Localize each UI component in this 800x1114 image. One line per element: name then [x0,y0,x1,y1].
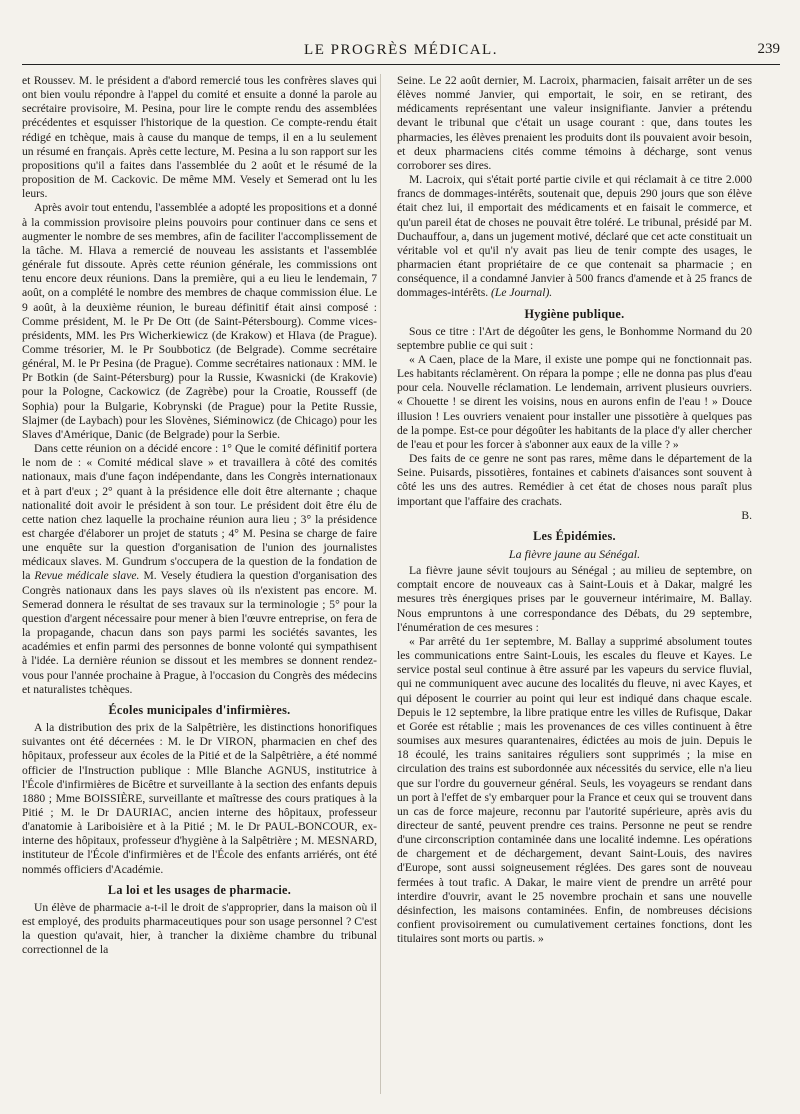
paragraph: Seine. Le 22 août dernier, M. Lacroix, pharmacien, faisait arrêter un de ses élèves nommé Janvier, qui emportait, le soir, en se retirant, des médicaments représentant une valeur insignifiante. Janvier a prétendu devant le tribunal que c'était un usage courant : que, dans toutes les pharmacies, les élèves prenaient les produits dont ils pouvaient avoir besoin, et deux pharmaciens cités comme témoins à décharge, sont venus corroborer ses dires. [397,74,752,172]
paragraph: Après avoir tout entendu, l'assemblée a adopté les propositions et a donné à la commission provisoire pleins pouvoirs pour continuer dans ce sens et augmenter le nombre de ses membres, afin de faciliter l'accomplissement de la tâche. M. Hlava a remercié de nouveau les assistants et l'assemblée générale fut dissoute. Après cette réunion générale, les commissions ont tenu encore deux réunions. Dans la première, qui a eu lieu le lendemain, 7 août, on a complété le nombre des membres de chaque commission élue. Le 9 août, à la deuxième réunion, le bureau définitif était ainsi composé : Comme président, M. le Pr De Ott (de Saint-Pétersbourg). Comme vices-présidents, MM. les Prs Wicherkiewicz (de Krakow) et Hlava (de Prague). Comme trésorier, M. le Pr Soubboticz (de Belgrade). Comme secrétaire général, M. le Pr Pesina (de Prague). Comme secrétaires nationaux : MM. le Pr Botkin (de Saint-Pétersburg) pour la Russie, Kwasnicki (de Krakovie) pour la Pologne, Cackowicz (de Zagrèbe) pour la Croatie, Rousseff (de Sophia) pour la Bulgarie, Kobrynski (de Prague) pour la Petite Russie, Slajmer (de Laybach) pour les Slovènes, Siéminowicz (de Chicago) pour les Slaves d'Amérique, Danic (de Belgrade) pour la Serbie. [22,201,377,441]
subheading-fievre: La fièvre jaune au Sénégal. [508,547,641,561]
paragraph-text: M. Vesely étudiera la question d'organisation des Congrès nationaux dans les pays slaves où ils n'existent pas encore. M. Semerad donnera le résultat de ses travaux sur la terminologie ; 5° pour la question d'argent nécessaire pour mener à bien l'œuvre entreprise, on fera de la propagande, chacun dans son pays parmi les sociétés savantes, les académies et enfin parmi des personnes de bonne volonté qui sympathisent à l'idée. La dernière réunion se dissout et les membres se donnent rendez-vous pour l'année prochaine à Prague, à l'occasion du Congrès des médecins et naturalistes tchèques. [22,569,378,696]
signature: B. [741,508,752,522]
section-heading-loi: La loi et les usages de pharmacie. [107,882,292,897]
paragraph [22,442,377,697]
paragraph [397,173,752,300]
right-column [397,74,752,946]
paragraph: et Roussev. M. le président a d'abord remercié tous les confrères slaves qui ont bien voulu répondre à l'appel du comité et ensuite a donné la parole au secrétaire provisoire, M. Pesina, pour lire le compte rendu des assemblées précédentes et esquisser l'historique de la question. Ce compte-rendu était rédigé en tchèque, mais à cause du manque de temps, il en a lu seulement un résumé en français. Après cette lecture, M. Pesina a lu son rapport sur les propositions qu'il a faites dans l'assemblée du 2 août et le résumé de la proposition de M. Cackovic. De même MM. Vesely et Semerad ont lu les leurs. [22,74,377,201]
running-title: LE PROGRÈS MÉDICAL. [304,42,498,58]
section-heading-ecoles: Écoles municipales d'infirmières. [108,702,291,717]
paragraph: La fièvre jaune sévit toujours au Sénégal ; au milieu de septembre, on comptait encore de nouveaux cas à Saint-Louis et à Dakar, malgré les mesures très énergiques prises par le gouverneur intérimaire, M. Ballay. Nous empruntons à une correspondance des Débats, du 29 septembre, l'énumération de ces mesures : [397,564,752,634]
section-heading-epidemies: Les Épidémies. [533,528,616,543]
quoted-paragraph: « A Caen, place de la Mare, il existe une pompe qui ne fonctionnait pas. Les habitants réclamèrent. On répara la pompe ; elle ne donna pas plus d'eau pour cela. Nouvelle réclamation. Le lendemain, arrivent plusieurs ouvriers. « Chouette ! se dirent les voisins, nous en aurons enfin de l'eau ! » Douce illusion ! Les ouvriers venaient pour installer une pissotière à quelques pas de la pompe. Est-ce pour dégoûter les habitants de la place d'y aller chercher de l'eau et pour les forcer à s'abonner aux eaux de la ville ? » [397,352,752,451]
paragraph-text: Dans cette réunion on a décidé encore : 1° Que le comité définitif portera le nom de : « Comité médical slave » et travaillera à côté des comités nationaux, mais d'une façon indépendante, dans les Congrès internationaux et à part d'eux ; 2° quant à la présidence elle doit être alternante ; chaque nationalité doit avoir le président à son tour. Le président doit être élu de cette nation chez laquelle la prochaine réunion aura lieu ; 3° la présidence est chargée d'élaborer un projet de statuts ; 4° M. Pesina se charge de faire une enquête sur la question d'organisation de l'union des journalistes médicaux slaves. M. Gundrum s'occupera de la question de la fondation de la [22,442,377,583]
paragraph: Des faits de ce genre ne sont pas rares, même dans le département de la Seine. Puisards, pissotières, fontaines et cabinets d'aisances sont souvent à côté les uns des autres. Remédier à cet état de choses nous paraît plus important que l'affaire des crachats. [397,452,752,508]
paragraph-text: M. Lacroix, qui s'était porté partie civile et qui réclamait à ce titre 2.000 francs de dommages-intérêts, soutenait que, depuis 290 jours que son élève était chez lui, il emportait des médicaments et en faisait le commerce, et qu'un pareil état de choses ne pouvait être toléré. Le tribunal, présidé par M. Duchauffour, a, dans un jugement motivé, déclaré que cet acte constituait un véritable vol et qu'il n'y avait pas lieu de tenir compte des usages, le pharmacien étant propriétaire de ce que contenait sa pharmacie ; en conséquence, il a condamné Janvier à 500 francs d'amende et à 25 francs de dommages-intérêts. [397,173,752,300]
source-citation: (Le Journal). [491,286,553,300]
paragraph: Sous ce titre : l'Art de dégoûter les gens, le Bonhomme Normand du 20 septembre publie ce qui suit : [397,324,752,352]
paragraph: A la distribution des prix de la Salpêtrière, les distinctions honorifiques suivantes ont été décernées : M. le Dr VIRON, pharmacien en chef des hôpitaux, professeur aux écoles de la Pitié et de la Salpêtrière, a été nommé officier de l'Instruction publique : Mlle Blanche AGNUS, institutrice à l'École d'infirmières de Bicêtre et surveillante à la section des enfants depuis 1880 ; Mme BOISSIÈRE, surveillante et maîtresse des cours pratiques à la Pitié ; M. le Dr DAURIAC, ancien interne des hôpitaux, professeur d'anatomie à Lariboisière et à la Pitié ; M. le Dr PAUL-BONCOUR, ex-interne des hôpitaux, professeur d'hygiène à la Salpêtrière ; M. MESNARD, instituteur de l'École d'infirmières et de l'École des enfants arriérés, ont été nommés officiers d'Académie. [22,721,377,876]
page-number: 239 [757,41,780,57]
italic-title: Revue médicale slave. [34,569,140,583]
paragraph: Un élève de pharmacie a-t-il le droit de s'approprier, dans la maison où il est employé, des produits pharmaceutiques pour son usage personnel ? C'est la question qu'avait, hier, à trancher la dixième chambre du tribunal correctionnel de la [22,900,377,957]
left-column [22,74,377,958]
quoted-paragraph: « Par arrêté du 1er septembre, M. Ballay a supprimé absolument toutes les communications entre Saint-Louis, les escales du fleuve et Kayes. Le service postal seul continue à être assuré par les vapeurs du service fluvial, qui ne communiquent avec aucune des localités du fleuve, ni avec Kayes, et qui déposent le courrier au point qui leur est indiqué dans chaque escale. Depuis le 12 septembre, la libre pratique entre les villes de Rufisque, Dakar et Gorée est rétablie ; mais les provenances de ces villes continuent à être soumises aux mesures quarantenaires, édictées au mois de juin. Depuis le 18 écoulé, les trains sanitaires réguliers sont supprimés ; la mise en circulation des trains est subordonnée aux nécessités du service, elle n'a lieu que sur l'ordre du gouverneur général. Seuls, les voyageurs se rendant dans un port à l'effet de s'y embarquer pour la France et ceux qui se trouvent dans un cas de force majeure, reconnu par l'autorité supérieure, après avis du directeur de santé, peuvent prendre ces trains. Personne ne peut se rendre d'une circonscription contaminée dans une localité indemne. Les opérations de chargement et de déchargement, devant Saint-Louis, des navires d'Europe, sont aussi soigneusement réglées. Des gares sont de nouveau fermées à tout trafic. A Dakar, le maire vient de prendre un arrêté pour interdire d'ouvrir, avant le 25 novembre prochain et sans une nouvelle désinfection, les maisons contaminées. Enfin, de nombreuses décisions confient provisoirement ou cumulativement certaines fonctions, dont les titulaires sont morts ou partis. » [397,634,752,946]
column-divider [380,74,381,1094]
section-heading-hygiene: Hygiène publique. [524,306,625,321]
page-header [22,40,780,65]
